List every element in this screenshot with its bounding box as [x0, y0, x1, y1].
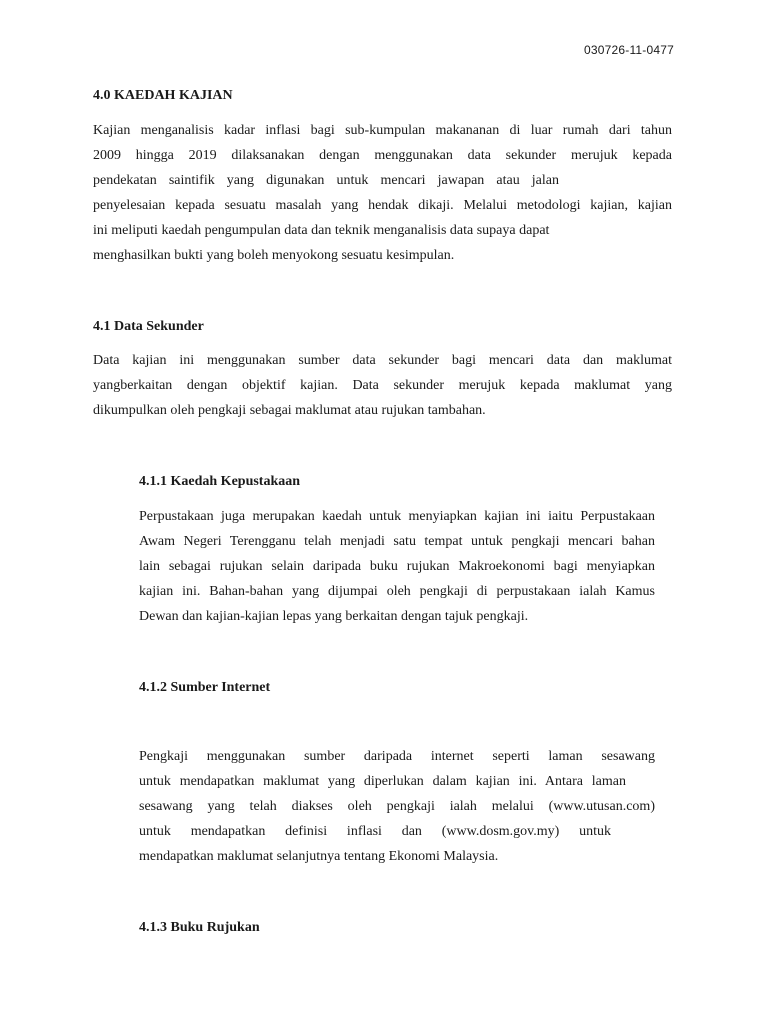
paragraph-line: 2009 hingga 2019 dilaksanakan dengan menggunakan data sekunder merujuk kepada	[93, 148, 672, 163]
paragraph-line: untuk mendapatkan definisi inflasi dan (www.dosm.gov.my) untuk	[139, 824, 611, 839]
paragraph-line: ini meliputi kaedah pengumpulan data dan teknik menganalisis data supaya dapat	[93, 223, 550, 238]
paragraph-sumber-internet	[139, 744, 655, 869]
section-heading-4-1-1: 4.1.1 Kaedah Kepustakaan	[139, 474, 301, 489]
paragraph-line: Dewan dan kajian-kajian lepas yang berkaitan dengan tajuk pengkaji.	[139, 609, 529, 624]
section-heading-4-1: 4.1 Data Sekunder	[93, 319, 204, 334]
paragraph-kaedah-kepustakaan	[139, 504, 655, 629]
paragraph-line: yangberkaitan dengan objektif kajian. Data sekunder merujuk kepada maklumat yang	[93, 378, 672, 393]
paragraph-line: kajian ini. Bahan-bahan yang dijumpai oleh pengkaji di perpustakaan ialah Kamus	[139, 584, 655, 599]
paragraph-kaedah-kajian	[93, 118, 672, 268]
paragraph-line: Data kajian ini menggunakan sumber data sekunder bagi mencari data dan maklumat	[93, 353, 672, 368]
section-heading-4-1-3: 4.1.3 Buku Rujukan	[139, 920, 260, 935]
paragraph-line: mendapatkan maklumat selanjutnya tentang Ekonomi Malaysia.	[139, 849, 499, 864]
paragraph-line: Perpustakaan juga merupakan kaedah untuk menyiapkan kajian ini iaitu Perpustakaan	[139, 509, 655, 524]
section-heading-4-0: 4.0 KAEDAH KAJIAN	[93, 88, 233, 103]
paragraph-line: dikumpulkan oleh pengkaji sebagai maklumat atau rujukan tambahan.	[93, 403, 486, 418]
paragraph-data-sekunder	[93, 348, 672, 423]
paragraph-line: Awam Negeri Terengganu telah menjadi satu tempat untuk pengkaji mencari bahan	[139, 534, 655, 549]
paragraph-line: untuk mendapatkan maklumat yang diperlukan dalam kajian ini. Antara laman	[139, 774, 626, 789]
section-heading-4-1-2: 4.1.2 Sumber Internet	[139, 680, 271, 695]
paragraph-line: pendekatan saintifik yang digunakan untuk mencari jawapan atau jalan	[93, 173, 559, 188]
document-id: 030726-11-0477	[584, 43, 674, 57]
paragraph-line: lain sebagai rujukan selain daripada buku rujukan Makroekonomi bagi menyiapkan	[139, 559, 655, 574]
paragraph-line: menghasilkan bukti yang boleh menyokong sesuatu kesimpulan.	[93, 248, 455, 263]
paragraph-line: sesawang yang telah diakses oleh pengkaji ialah melalui (www.utusan.com)	[139, 799, 655, 814]
paragraph-line: Pengkaji menggunakan sumber daripada internet seperti laman sesawang	[139, 749, 655, 764]
paragraph-line: penyelesaian kepada sesuatu masalah yang hendak dikaji. Melalui metodologi kajian, kajian	[93, 198, 672, 213]
paragraph-line: Kajian menganalisis kadar inflasi bagi sub-kumpulan makananan di luar rumah dari tahun	[93, 123, 672, 138]
